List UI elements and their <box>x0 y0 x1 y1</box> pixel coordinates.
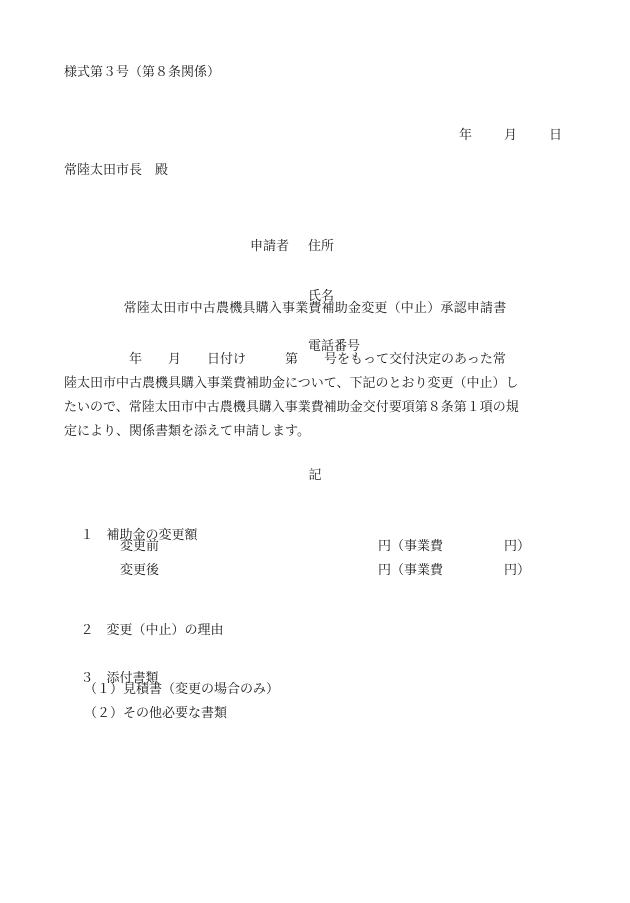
body-line: 定により、関係書類を添えて申請します。 <box>64 424 310 439</box>
amount-yen-close: 円） <box>504 539 531 554</box>
section-number: ２ <box>80 623 94 638</box>
section-number: ３ <box>80 671 94 686</box>
section-title: 補助金の変更額 <box>106 528 198 543</box>
amount-row-after <box>120 564 560 577</box>
section-title: 添付書類 <box>106 671 159 686</box>
document-title: 常陸太田市中古農機具購入事業費補助金変更（中止）承認申請書 <box>123 301 507 316</box>
amount-yen-text: 円（事業費 <box>378 539 444 554</box>
attachment-item: （１）見積書（変更の場合のみ） <box>84 682 280 697</box>
name-label: 氏名 <box>308 288 335 304</box>
form-number-label: 様式第３号（第８条関係） <box>64 65 221 80</box>
attachment-item: （２）その他必要な書類 <box>84 706 228 721</box>
section-2-heading <box>64 611 224 650</box>
body-line: 年 月 日付け 第 号をもって交付決定のあった常 <box>64 352 506 367</box>
ki-heading: 記 <box>308 468 322 483</box>
date-line <box>442 116 562 155</box>
amount-label: 変更前 <box>120 539 160 554</box>
section-number: １ <box>80 528 94 543</box>
body-line: 陸太田市中古農機具購入事業費補助金について、下記のとおり変更（中止）し <box>64 376 519 391</box>
address-label: 住所 <box>308 238 335 254</box>
amount-label: 変更後 <box>120 563 160 578</box>
applicant-heading: 申請者 <box>250 238 290 254</box>
section-title: 変更（中止）の理由 <box>106 623 224 638</box>
phone-label: 電話番号 <box>308 338 361 354</box>
date-month: 月 <box>503 128 517 143</box>
addressee: 常陸太田市長 殿 <box>64 163 169 178</box>
date-day: 日 <box>548 128 562 143</box>
amount-yen-text: 円（事業費 <box>378 563 444 578</box>
amount-row-before <box>120 540 560 553</box>
amount-yen-close: 円） <box>504 563 531 578</box>
body-paragraph <box>64 348 574 444</box>
date-year: 年 <box>458 128 472 143</box>
body-line: たいので、常陸太田市中古農機具購入事業費補助金交付要項第８条第１項の規 <box>64 400 519 415</box>
